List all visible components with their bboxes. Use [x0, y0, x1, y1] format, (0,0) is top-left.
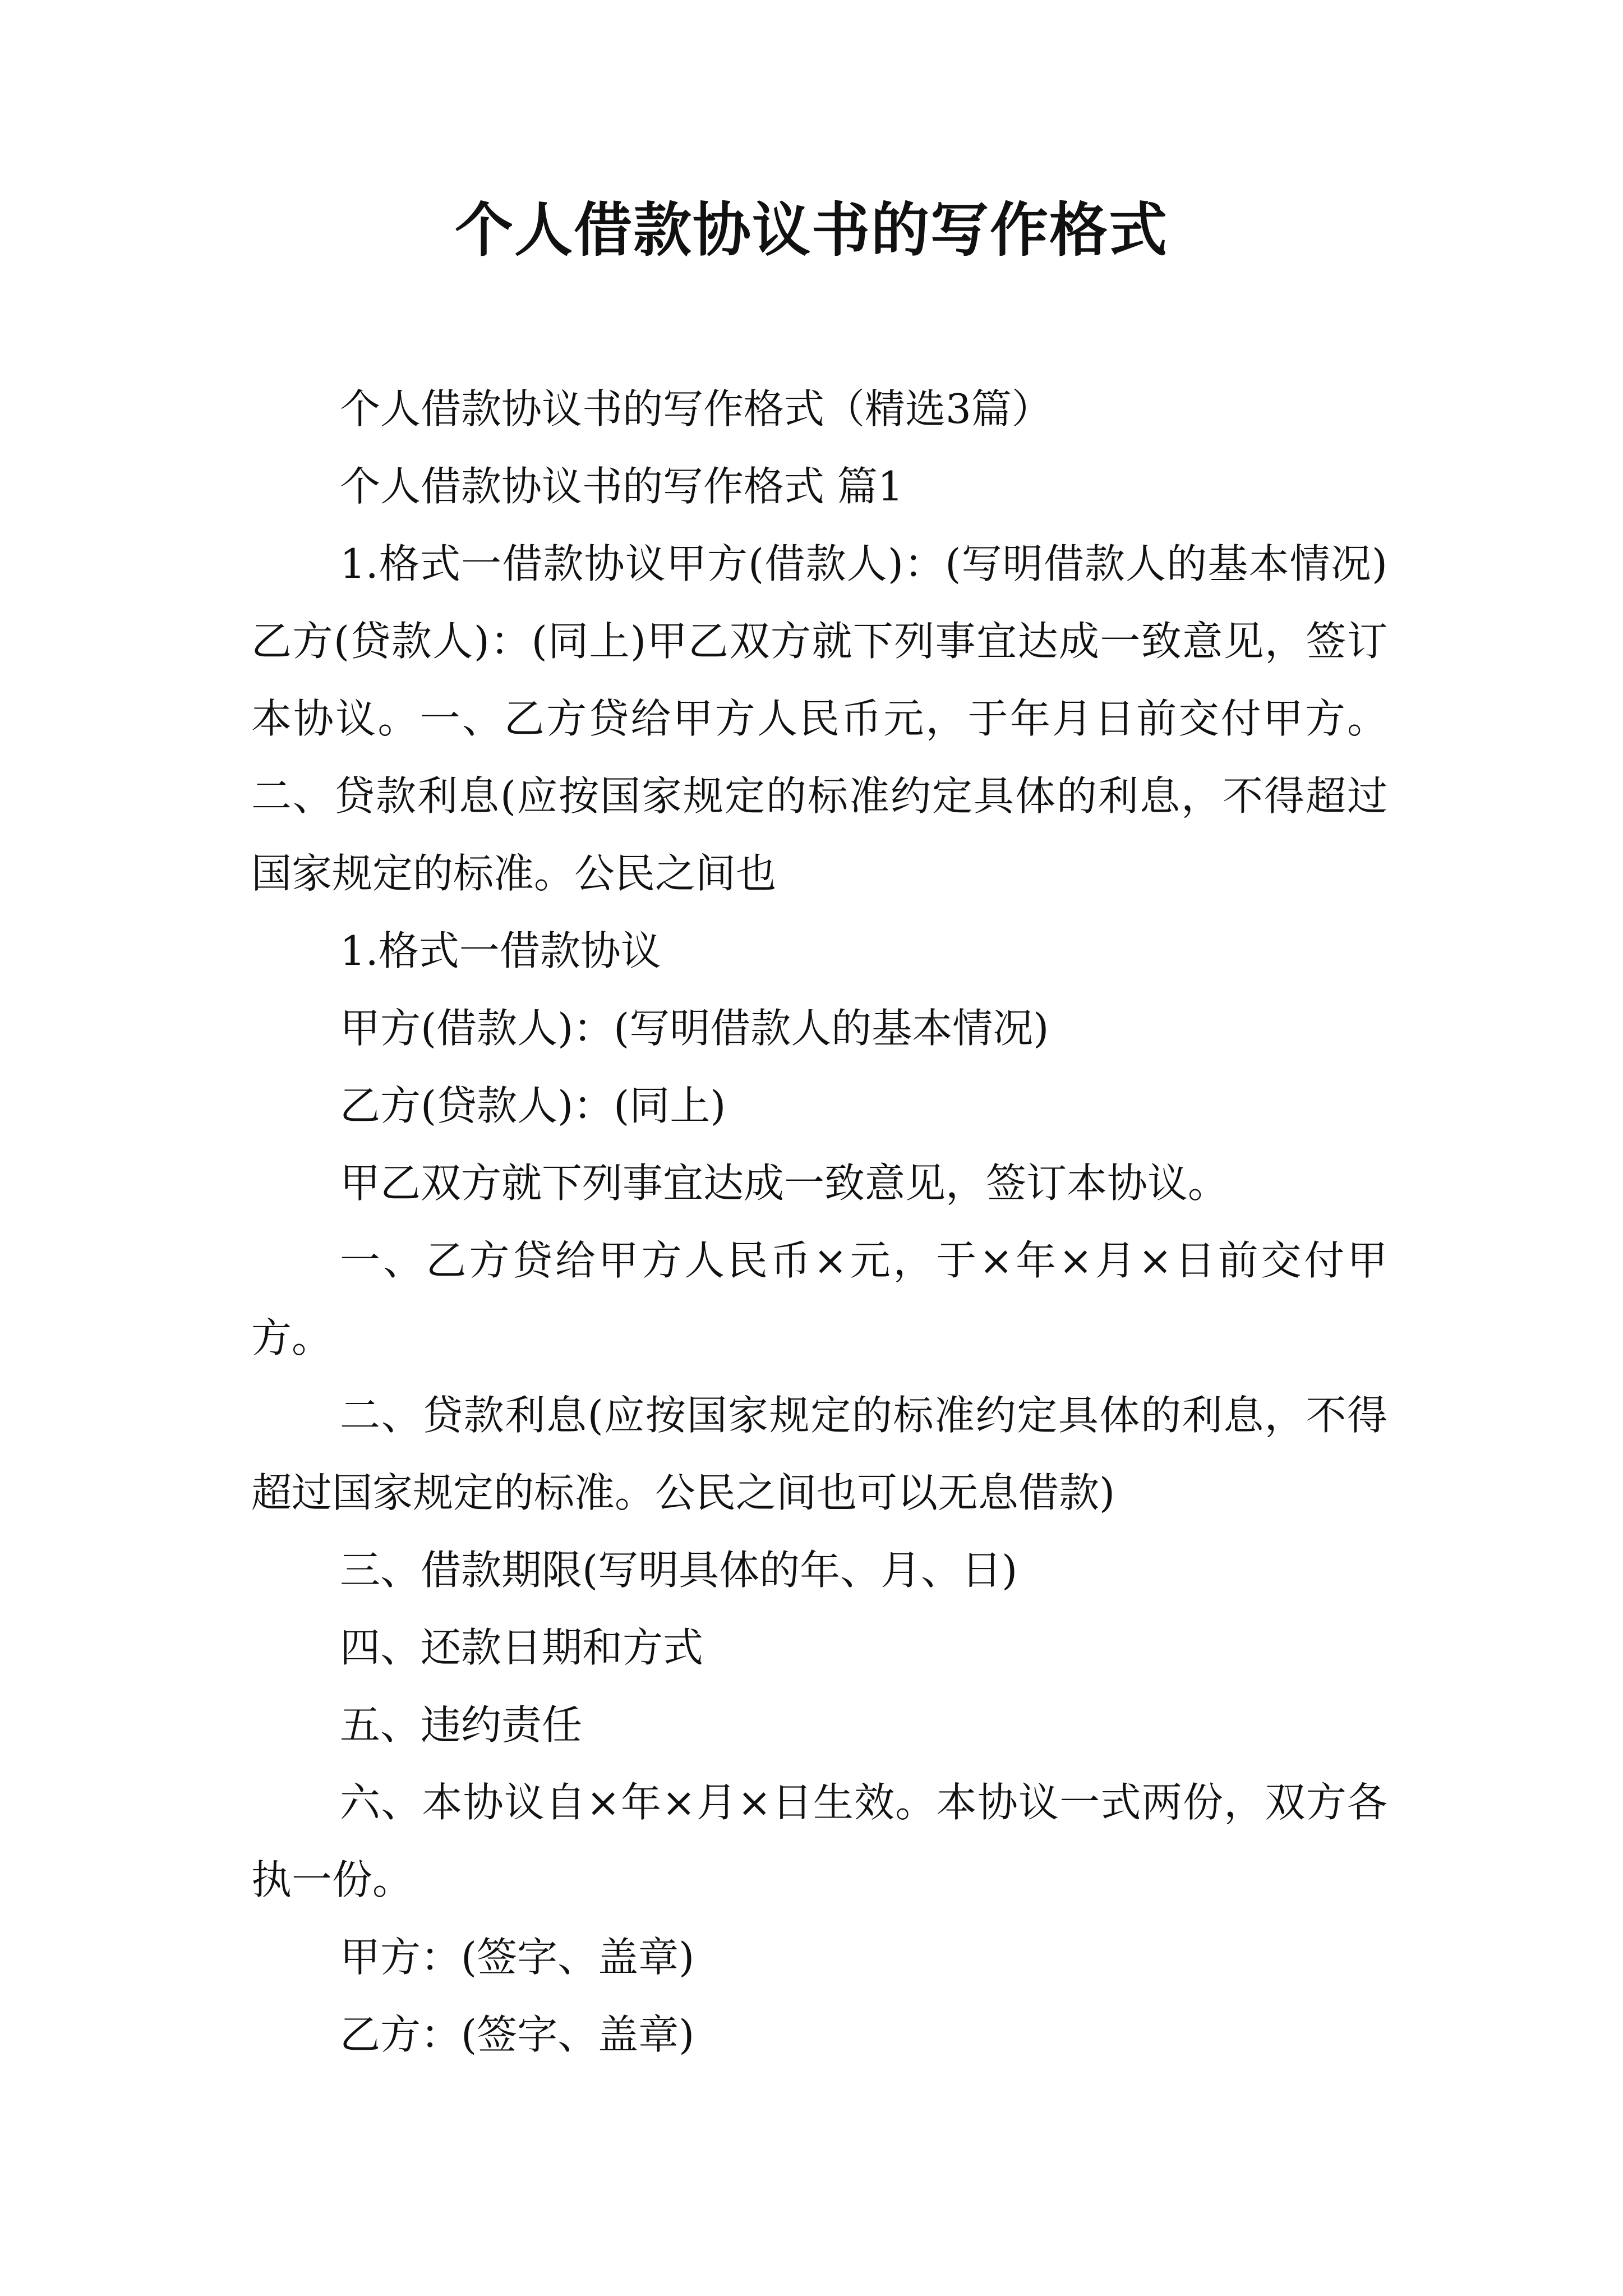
paragraph-clause-1: 一、乙方贷给甲方人民币×元，于×年×月×日前交付甲方。	[251, 1237, 1387, 1361]
paragraph-party-a: 甲方(借款人)：(写明借款人的基本情况)	[340, 1005, 1049, 1052]
paragraph-subtitle: 个人借款协议书的写作格式（精选3篇）	[340, 385, 1052, 432]
document-title: 个人借款协议书的写作格式	[454, 196, 1168, 264]
paragraph-summary: 1.格式一借款协议甲方(借款人)：(写明借款人的基本情况)乙方(贷款人)：(同上)甲乙双方就下列事宜达成一致意见，签订本协议。一、乙方贷给甲方人民币元，于年月日前交付甲方。二、贷款利息(应按国家规定的标准约定具体的利息，不得超过国家规定的标准。公民之间也	[251, 540, 1387, 897]
paragraph-clause-3: 三、借款期限(写明具体的年、月、日)	[340, 1547, 1018, 1594]
paragraph-clause-4: 四、还款日期和方式	[340, 1624, 704, 1671]
paragraph-clause-2: 二、贷款利息(应按国家规定的标准约定具体的利息，不得超过国家规定的标准。公民之间也可以无息借款)	[251, 1392, 1387, 1516]
paragraph-clause-6: 六、本协议自×年×月×日生效。本协议一式两份，双方各执一份。	[251, 1779, 1387, 1903]
paragraph-clause-5: 五、违约责任	[340, 1701, 583, 1749]
paragraph-signature-a: 甲方：(签字、盖章)	[340, 1934, 695, 1981]
paragraph-agreement: 甲乙双方就下列事宜达成一致意见，签订本协议。	[340, 1159, 1229, 1207]
paragraph-format-heading: 1.格式一借款协议	[340, 927, 661, 974]
document-body	[251, 370, 1387, 2073]
paragraph-section-heading: 个人借款协议书的写作格式 篇1	[340, 463, 903, 510]
paragraph-party-b: 乙方(贷款人)：(同上)	[340, 1082, 726, 1129]
paragraph-signature-b: 乙方：(签字、盖章)	[340, 2011, 695, 2058]
